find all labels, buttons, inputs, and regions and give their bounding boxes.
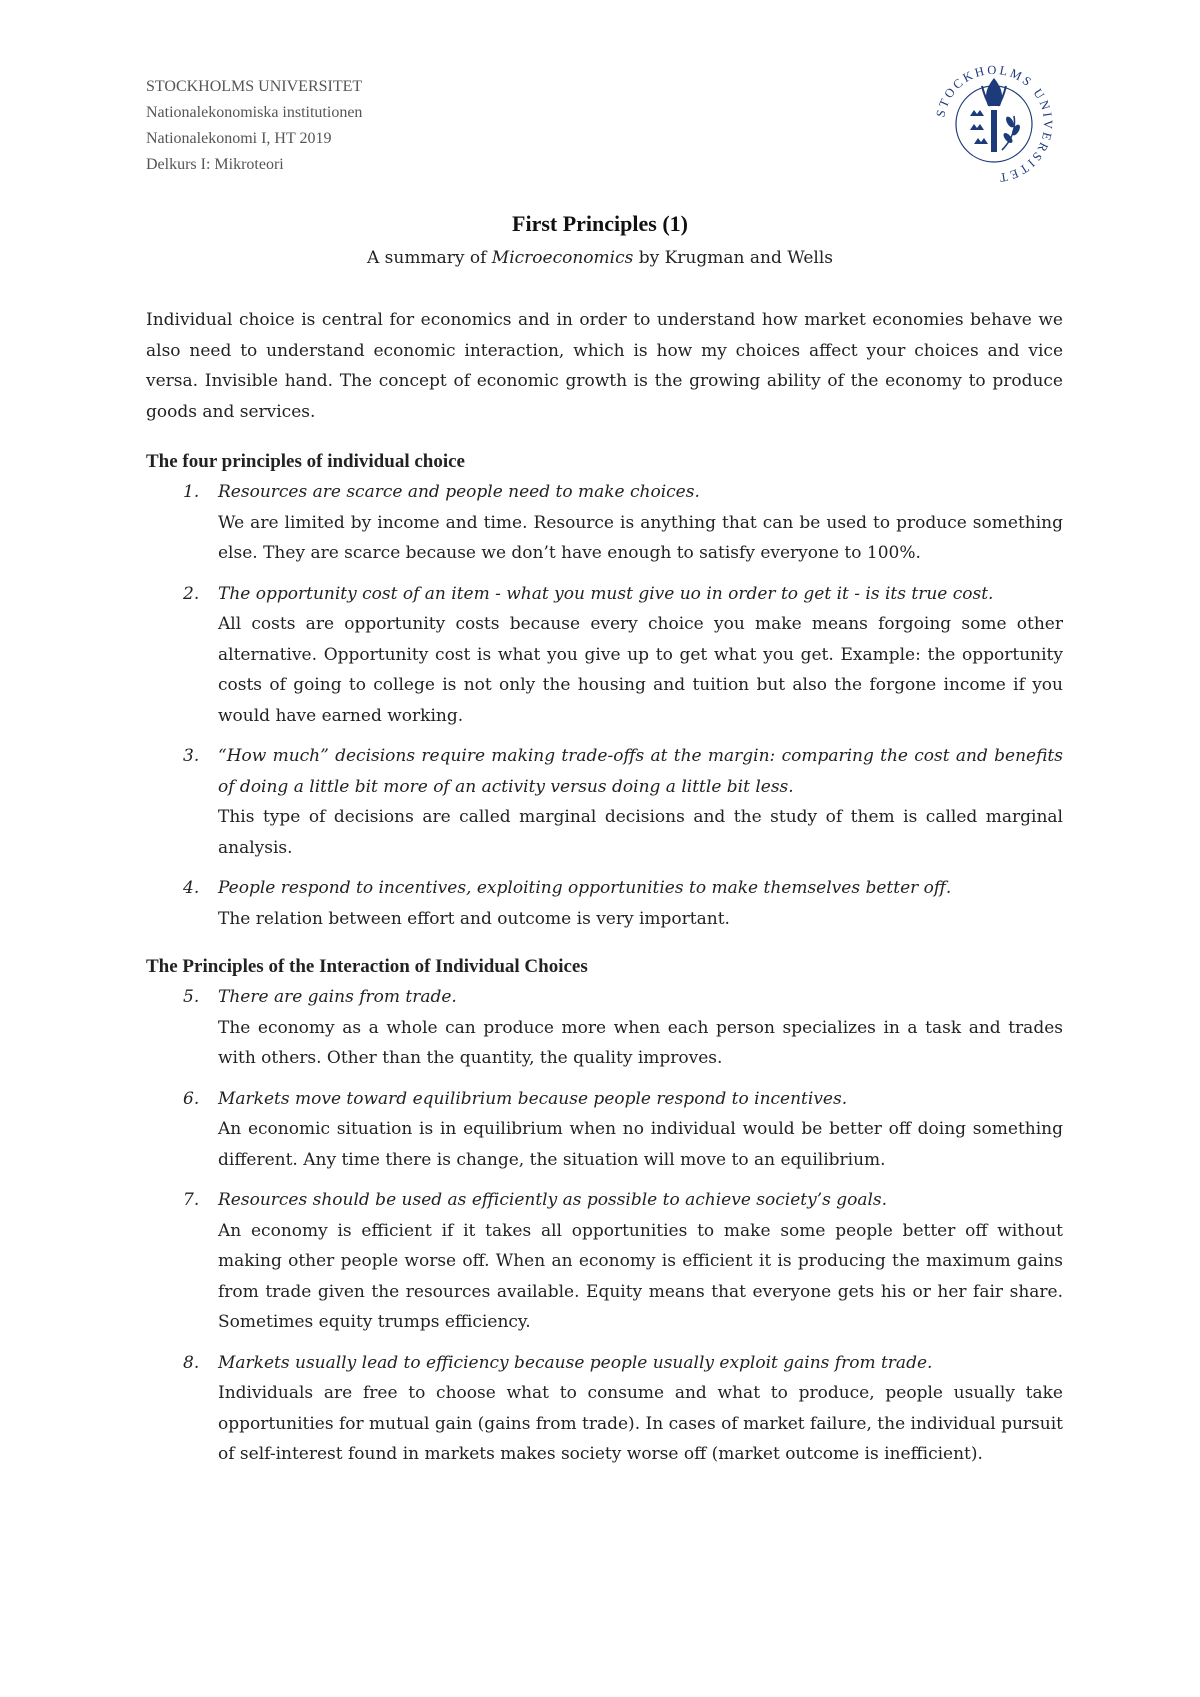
principle-title: Resources should be used as efficiently as possible to achieve society’s goals. [218, 1190, 888, 1210]
university-seal-logo [930, 60, 1058, 188]
principle-title: Resources are scarce and people need to make choices. [218, 482, 700, 502]
principle-description: An economic situation is in equilibrium when no individual would be better off doing something different. Any time there is change, the situation will move to an equilibrium. [218, 1119, 1063, 1170]
university-name: STOCKHOLMS UNIVERSITET [146, 78, 363, 95]
course-name: Nationalekonomi I, HT 2019 [146, 130, 332, 147]
principle-item [146, 741, 1063, 863]
subtitle-prefix: A summary of [366, 248, 492, 268]
document-body [146, 305, 1063, 1488]
document-subtitle [0, 248, 1200, 268]
principle-number: 3. [183, 746, 200, 766]
principle-title: Markets move toward equilibrium because people respond to incentives. [218, 1088, 848, 1109]
principle-title: “How much” decisions require making trade-offs at the margin: comparing the cost and benefits of doing a little bit more of an activity versus doing a little bit less. [218, 746, 1063, 797]
principle-number: 5. [183, 987, 200, 1007]
principle-number: 6. [183, 1088, 200, 1109]
principle-title: There are gains from trade. [218, 987, 457, 1007]
principle-item [146, 1084, 1063, 1176]
principle-number: 4. [183, 878, 200, 898]
principle-number: 7. [183, 1190, 200, 1210]
principle-list-interaction [146, 982, 1063, 1470]
principle-title: The opportunity cost of an item - what you must give uo in order to get it - is its true cost. [218, 583, 994, 604]
seal-lettering: STOCKHOLMS UNIVERSITET [933, 62, 1056, 186]
principle-list-individual-choice [146, 477, 1063, 934]
intro-paragraph: Individual choice is central for economics and in order to understand how market economies behave we also need to understand economic interaction, which is how my choices affect your choices and vice versa. Invisible hand. The concept of economic growth is the growing ability of the economy to produce goods and services. [146, 310, 1063, 422]
section-heading-interaction: The Principles of the Interaction of Individual Choices [146, 956, 588, 977]
principle-description: An economy is efficient if it takes all opportunities to make some people better off without making other people worse off. When an economy is efficient it is producing the maximum gains from trade given the resources available. Equity means that everyone gets his or her fair share. Sometimes equity trumps efficiency. [218, 1220, 1063, 1332]
document-title: First Principles (1) [512, 211, 688, 236]
principle-number: 1. [183, 482, 200, 502]
principle-item [146, 1185, 1063, 1338]
principle-item [146, 579, 1063, 732]
principle-title: Markets usually lead to efficiency because people usually exploit gains from trade. [218, 1352, 933, 1373]
course-part: Delkurs I: Mikroteori [146, 156, 284, 173]
principle-description: We are limited by income and time. Resource is anything that can be used to produce something else. They are scarce because we don’t have enough to satisfy everyone to 100%. [218, 512, 1063, 563]
subtitle-suffix: by Krugman and Wells [633, 248, 833, 268]
principle-item [146, 982, 1063, 1074]
principle-description: The economy as a whole can produce more when each person specializes in a task and trades with others. Other than the quantity, the quality improves. [218, 1017, 1063, 1068]
institution-header [146, 74, 362, 178]
section-heading-individual-choice: The four principles of individual choice [146, 451, 465, 472]
principle-number: 8. [183, 1352, 200, 1373]
principle-description: The relation between effort and outcome is very important. [218, 908, 730, 929]
principle-item [146, 873, 1063, 934]
principle-description: This type of decisions are called marginal decisions and the study of them is called marginal analysis. [218, 807, 1063, 858]
principle-description: All costs are opportunity costs because every choice you make means forgoing some other alternative. Opportunity cost is what you give up to get what you get. Example: the opportunity costs of going to college is not only the housing and tuition but also the forgone income if you would have earned working. [218, 614, 1063, 726]
principle-description: Individuals are free to choose what to consume and what to produce, people usually take opportunities for mutual gain (gains from trade). In cases of market failure, the individual pursuit of self-interest found in markets makes society worse off (market outcome is inefficient). [218, 1383, 1063, 1464]
principle-number: 2. [183, 583, 200, 604]
principle-title: People respond to incentives, exploiting opportunities to make themselves better off. [218, 878, 952, 898]
subtitle-book: Microeconomics [491, 248, 634, 268]
principle-item [146, 1348, 1063, 1470]
principle-item [146, 477, 1063, 569]
department-name: Nationalekonomiska institutionen [146, 104, 363, 121]
